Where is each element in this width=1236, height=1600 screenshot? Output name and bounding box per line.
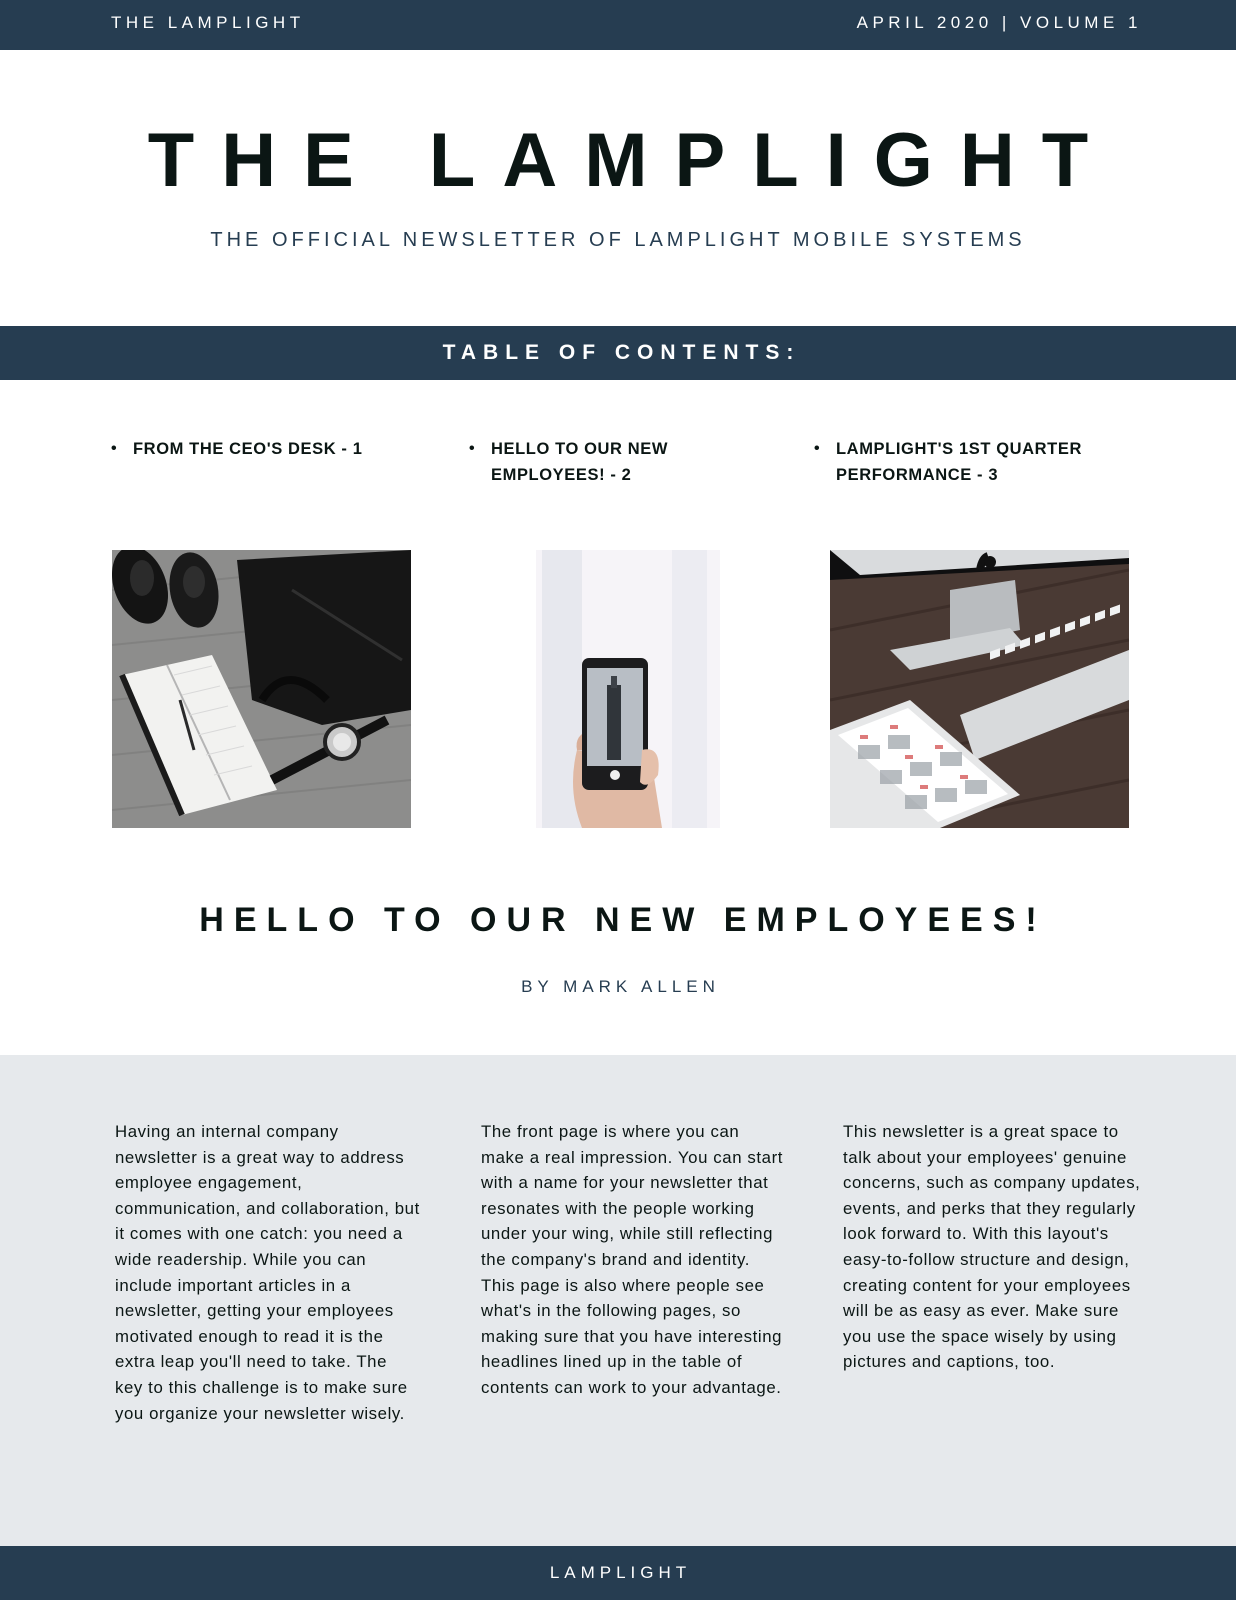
article-column: Having an internal company newsletter is a great way to address employee engagement, communication, and collaboration, but it comes with one catch: you need a wide readership. While you can include important articles in a newsletter, getting your employees motivated enough to read it is the extra leap you'll need to take. The key to this challenge is to make sure you organize your newsletter wisely. [115, 1122, 420, 1423]
photo-office-accessories [112, 550, 411, 828]
toc-item[interactable] [469, 436, 721, 488]
topbar-publication-name: THE LAMPLIGHT [111, 13, 305, 32]
toc-heading: TABLE OF CONTENTS: [442, 341, 801, 364]
footer-bar [0, 1546, 1236, 1600]
bullet-icon: • [814, 440, 821, 457]
toc-item-label: HELLO TO OUR NEW EMPLOYEES! - 2 [491, 440, 669, 484]
article-column: This newsletter is a great space to talk about your employees' genuine concerns, such as company updates, events, and perks that they regularly look forward to. With this layout's easy-to-follow structure and design, creating content for your employees will be as easy as ever. Make sure you use the space wisely by using pictures and captions, too. [843, 1122, 1141, 1372]
topbar-issue-date: APRIL 2020 | VOLUME 1 [856, 13, 1142, 32]
toc-item-label: FROM THE CEO'S DESK - 1 [133, 440, 363, 458]
article-title: HELLO TO OUR NEW EMPLOYEES! [199, 901, 1047, 939]
toc-item[interactable] [111, 436, 403, 462]
toc-item-label: LAMPLIGHT'S 1ST QUARTER PERFORMANCE - 3 [836, 440, 1082, 484]
top-bar [0, 0, 1236, 50]
toc-item[interactable] [814, 436, 1136, 488]
toc-heading-bar [0, 326, 1236, 380]
bullet-icon: • [469, 440, 476, 457]
photo-smartphone [522, 550, 734, 828]
article-byline: BY MARK ALLEN [521, 977, 720, 996]
bullet-icon: • [111, 440, 118, 457]
newsletter-subtitle: THE OFFICIAL NEWSLETTER OF LAMPLIGHT MOBILE SYSTEMS [210, 229, 1026, 251]
footer-label: LAMPLIGHT [549, 1563, 692, 1582]
masthead [0, 50, 1236, 326]
article-column: The front page is where you can make a real impression. You can start with a name for your newsletter that resonates with the people working under your wing, while still reflecting the company's brand and identity. This page is also where people see what's in the following pages, so making sure that you have interesting headlines lined up in the table of contents can work to your advantage. [481, 1122, 784, 1397]
newsletter-title: THE LAMPLIGHT [147, 118, 1116, 203]
photo-desk-computer [830, 550, 1129, 828]
